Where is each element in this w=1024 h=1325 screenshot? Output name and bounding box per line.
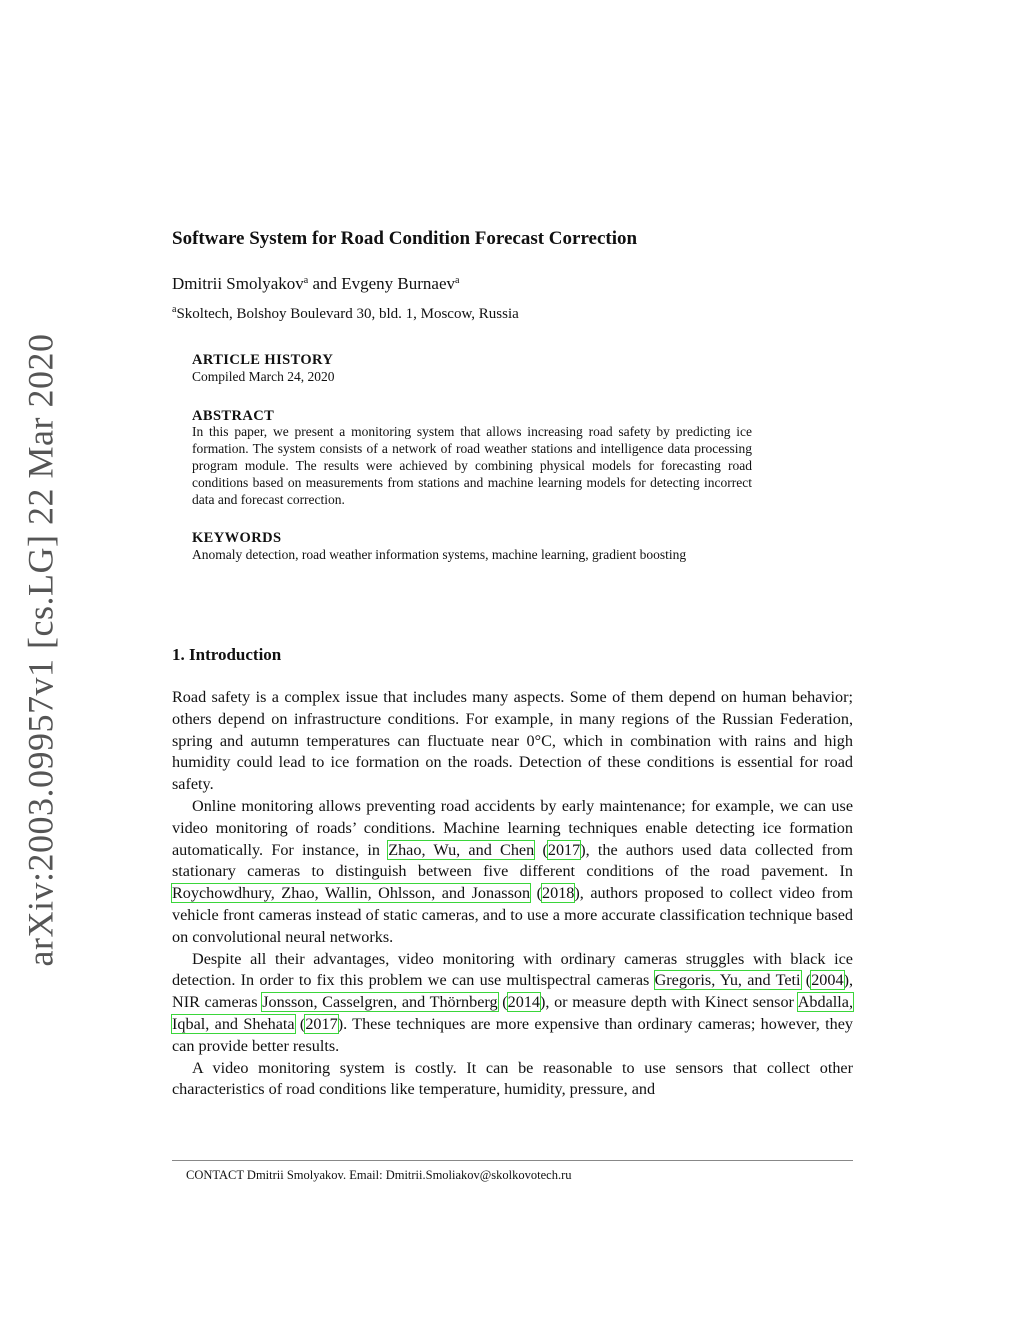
author-separator: and	[308, 274, 342, 293]
text-run: (	[497, 993, 508, 1012]
text-run: ), NIR cameras	[172, 971, 854, 1012]
keywords-text: Anomaly detection, road weather information systems, machine learning, gradient boosting	[192, 547, 687, 563]
citation-link[interactable]: Gregoris, Yu, and Teti	[654, 971, 801, 990]
text-run: Despite all their advantages, video monitoring with ordinary cameras struggles with black ice detection. In order to fix this problem we can use multispectral cameras	[172, 949, 853, 990]
text-run: Online monitoring allows preventing road accidents by early maintenance; for example, we can use video monitoring of roads’ conditions. Machine learning techniques enable detecting ice formation automatically. For instance, in	[172, 796, 853, 859]
front-matter	[192, 352, 752, 586]
text-run: (	[530, 884, 542, 903]
paragraph	[172, 949, 853, 1058]
author-line	[172, 274, 459, 294]
keywords	[192, 530, 752, 564]
section-heading-introduction: 1. Introduction	[172, 645, 282, 664]
text-run: (	[294, 1014, 306, 1033]
abstract-text: In this paper, we present a monitoring system that allows increasing road safety by predicting ice formation. The system consists of a network of road weather stations and intelligence data processing program module. The results were achieved by combining physical models for forecasting road conditions based on measurements from stations and machine learning models for detecting incorrect data and forecast correction.	[192, 424, 752, 507]
paragraph	[172, 796, 853, 949]
text-run: (	[534, 840, 548, 859]
citation-link[interactable]: Roychowdhury, Zhao, Wallin, Ohlsson, and Jonasson	[172, 884, 531, 903]
citation-year-link[interactable]: 2004	[811, 971, 844, 990]
citation-link[interactable]: Zhao, Wu, and Chen	[388, 840, 535, 859]
article-history-heading: ARTICLE HISTORY	[192, 352, 334, 368]
paragraph: A video monitoring system is costly. It can be reasonable to use sensors that collect other characteristics of road conditions like temperature, humidity, pressure, and	[172, 1058, 853, 1099]
citation-year-link[interactable]: 2014	[507, 993, 541, 1012]
text-run: ). These techniques are more expensive than ordinary cameras; however, they can provide better results.	[172, 1014, 854, 1055]
text-run: ), or measure depth with Kinect sensor	[540, 993, 798, 1012]
author-affil-mark: a	[303, 275, 309, 286]
author-affil-mark: a	[455, 275, 460, 286]
text-run: ), the authors used data collected from stationary cameras to distinguish between five different conditions of the road pavement. In	[172, 840, 853, 881]
citation-year-link[interactable]: 2017	[305, 1014, 338, 1033]
affiliation-mark: a	[172, 304, 177, 315]
affiliation-text: Skoltech, Bolshoy Boulevard 30, bld. 1, Moscow, Russia	[176, 306, 519, 322]
article-history-text: Compiled March 24, 2020	[192, 368, 335, 384]
paragraph: Road safety is a complex issue that includes many aspects. Some of them depend on human behavior; others depend on infrastructure conditions. For example, in many regions of the Russian Federation, spring and autumn temperatures can fluctuate near 0°C, which in combination with rains and high humidity could lead to ice formation on the roads. Detection of these conditions is essential for road safety.	[172, 688, 853, 794]
arxiv-identifier: arXiv:2003.09957v1 [cs.LG] 22 Mar 2020	[20, 333, 60, 967]
paper-title: Software System for Road Condition Forecast Correction	[172, 228, 638, 249]
contact-footnote: CONTACT Dmitrii Smolyakov. Email: Dmitrii.Smoliakov@skolkovotech.ru	[186, 1168, 572, 1182]
citation-link[interactable]: Abdalla, Iqbal, and Shehata	[172, 993, 853, 1033]
affiliation	[172, 306, 519, 323]
footnote-divider	[172, 1160, 853, 1161]
author-name: Dmitrii Smolyakov	[172, 274, 304, 293]
abstract-heading: ABSTRACT	[192, 407, 275, 424]
arxiv-side-stamp	[10, 333, 70, 967]
author-name: Evgeny Burnaev	[341, 274, 456, 293]
text-run: (	[800, 971, 812, 990]
citation-year-link[interactable]: 2017	[547, 840, 581, 859]
abstract	[192, 408, 752, 509]
citation-link[interactable]: Jonsson, Casselgren, and Thörnberg	[262, 993, 498, 1012]
keywords-heading: KEYWORDS	[192, 530, 282, 547]
body-text	[172, 687, 853, 1101]
text-run: ), authors proposed to collect video from vehicle front cameras instead of static cameras, and to use a more accurate classification technique based on convolutional neural networks.	[172, 884, 853, 946]
citation-year-link[interactable]: 2018	[542, 884, 575, 903]
article-history	[192, 352, 752, 386]
